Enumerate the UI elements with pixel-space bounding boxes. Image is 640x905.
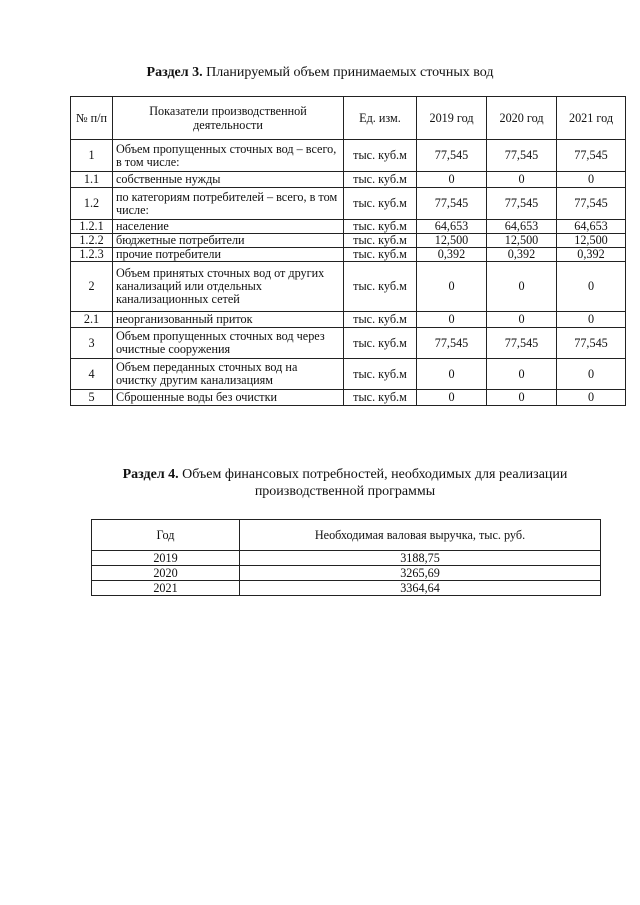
- row-value-2021: 12,500: [557, 234, 626, 248]
- table-row: [71, 312, 626, 328]
- row-indicator: неорганизованный приток: [113, 312, 344, 328]
- row-value-2019: 77,545: [417, 328, 487, 359]
- section3-title: Планируемый объем принимаемых сточных вод: [206, 65, 494, 80]
- row-number: 1.1: [71, 172, 113, 188]
- section4-title: Объем финансовых потребностей, необходимых для реализации производственной программы: [182, 467, 568, 499]
- table-row: [71, 140, 626, 172]
- table-row: [71, 234, 626, 248]
- row-value-2021: 0: [557, 359, 626, 390]
- header-2019: 2019 год: [417, 97, 487, 140]
- row-value-2019: 0: [417, 312, 487, 328]
- row-unit: тыс. куб.м: [344, 172, 417, 188]
- row-value-2021: 77,545: [557, 188, 626, 220]
- row-unit: тыс. куб.м: [344, 328, 417, 359]
- row-number: 2.1: [71, 312, 113, 328]
- row-revenue: 3188,75: [240, 551, 601, 566]
- row-value-2020: 0: [487, 359, 557, 390]
- row-indicator: население: [113, 220, 344, 234]
- row-number: 1.2.2: [71, 234, 113, 248]
- row-year: 2020: [92, 566, 240, 581]
- row-value-2020: 0: [487, 172, 557, 188]
- row-value-2019: 12,500: [417, 234, 487, 248]
- row-value-2021: 77,545: [557, 328, 626, 359]
- row-number: 2: [71, 262, 113, 312]
- row-unit: тыс. куб.м: [344, 140, 417, 172]
- row-indicator: Объем пропущенных сточных вод через очистные сооружения: [113, 328, 344, 359]
- row-value-2020: 0: [487, 312, 557, 328]
- section4-label: Раздел 4.: [122, 467, 179, 482]
- header-unit: Ед. изм.: [344, 97, 417, 140]
- row-unit: тыс. куб.м: [344, 220, 417, 234]
- header-num: № п/п: [71, 97, 113, 140]
- row-value-2020: 77,545: [487, 328, 557, 359]
- table-row: [71, 172, 626, 188]
- table-row: [71, 390, 626, 406]
- header-2021: 2021 год: [557, 97, 626, 140]
- row-number: 1.2: [71, 188, 113, 220]
- row-indicator: бюджетные потребители: [113, 234, 344, 248]
- section3-heading: [0, 64, 640, 81]
- row-value-2020: 64,653: [487, 220, 557, 234]
- row-value-2020: 0: [487, 262, 557, 312]
- table-header-row: [71, 97, 626, 140]
- row-number: 5: [71, 390, 113, 406]
- row-unit: тыс. куб.м: [344, 312, 417, 328]
- row-value-2020: 77,545: [487, 188, 557, 220]
- row-unit: тыс. куб.м: [344, 234, 417, 248]
- row-year: 2021: [92, 581, 240, 596]
- row-unit: тыс. куб.м: [344, 390, 417, 406]
- row-value-2021: 0: [557, 390, 626, 406]
- row-value-2021: 77,545: [557, 140, 626, 172]
- row-value-2021: 0: [557, 262, 626, 312]
- table-row: [71, 220, 626, 234]
- row-value-2019: 0: [417, 262, 487, 312]
- row-indicator: Объем пропущенных сточных вод – всего, в том числе:: [113, 140, 344, 172]
- table-row: [71, 359, 626, 390]
- table-row: [92, 581, 601, 596]
- row-value-2020: 0,392: [487, 248, 557, 262]
- row-unit: тыс. куб.м: [344, 262, 417, 312]
- table-row: [71, 328, 626, 359]
- section4-heading: [95, 466, 595, 500]
- row-year: 2019: [92, 551, 240, 566]
- row-value-2019: 0: [417, 359, 487, 390]
- row-value-2019: 77,545: [417, 140, 487, 172]
- section3-table: [70, 96, 626, 406]
- header-indicator: Показатели производственной деятельности: [113, 97, 344, 140]
- row-indicator: Объем принятых сточных вод от других канализаций или отдельных канализационных сетей: [113, 262, 344, 312]
- table-header-row: [92, 520, 601, 551]
- row-number: 3: [71, 328, 113, 359]
- row-unit: тыс. куб.м: [344, 188, 417, 220]
- row-value-2021: 0: [557, 312, 626, 328]
- header-2020: 2020 год: [487, 97, 557, 140]
- row-number: 1.2.1: [71, 220, 113, 234]
- row-unit: тыс. куб.м: [344, 248, 417, 262]
- row-value-2019: 0,392: [417, 248, 487, 262]
- row-value-2019: 0: [417, 390, 487, 406]
- row-indicator: Сброшенные воды без очистки: [113, 390, 344, 406]
- row-indicator: по категориям потребителей – всего, в том числе:: [113, 188, 344, 220]
- row-value-2020: 0: [487, 390, 557, 406]
- row-number: 1: [71, 140, 113, 172]
- row-indicator: Объем переданных сточных вод на очистку другим канализациям: [113, 359, 344, 390]
- row-revenue: 3364,64: [240, 581, 601, 596]
- row-value-2019: 0: [417, 172, 487, 188]
- row-number: 4: [71, 359, 113, 390]
- table-row: [71, 262, 626, 312]
- table-row: [92, 551, 601, 566]
- row-value-2020: 12,500: [487, 234, 557, 248]
- section4-table: [91, 519, 601, 596]
- row-value-2021: 64,653: [557, 220, 626, 234]
- table-row: [92, 566, 601, 581]
- row-number: 1.2.3: [71, 248, 113, 262]
- section3-label: Раздел 3.: [146, 65, 203, 80]
- table-row: [71, 188, 626, 220]
- row-unit: тыс. куб.м: [344, 359, 417, 390]
- row-indicator: собственные нужды: [113, 172, 344, 188]
- row-revenue: 3265,69: [240, 566, 601, 581]
- row-value-2021: 0: [557, 172, 626, 188]
- row-indicator: прочие потребители: [113, 248, 344, 262]
- header-revenue: Необходимая валовая выручка, тыс. руб.: [240, 520, 601, 551]
- row-value-2021: 0,392: [557, 248, 626, 262]
- row-value-2019: 64,653: [417, 220, 487, 234]
- header-year: Год: [92, 520, 240, 551]
- row-value-2019: 77,545: [417, 188, 487, 220]
- row-value-2020: 77,545: [487, 140, 557, 172]
- table-row: [71, 248, 626, 262]
